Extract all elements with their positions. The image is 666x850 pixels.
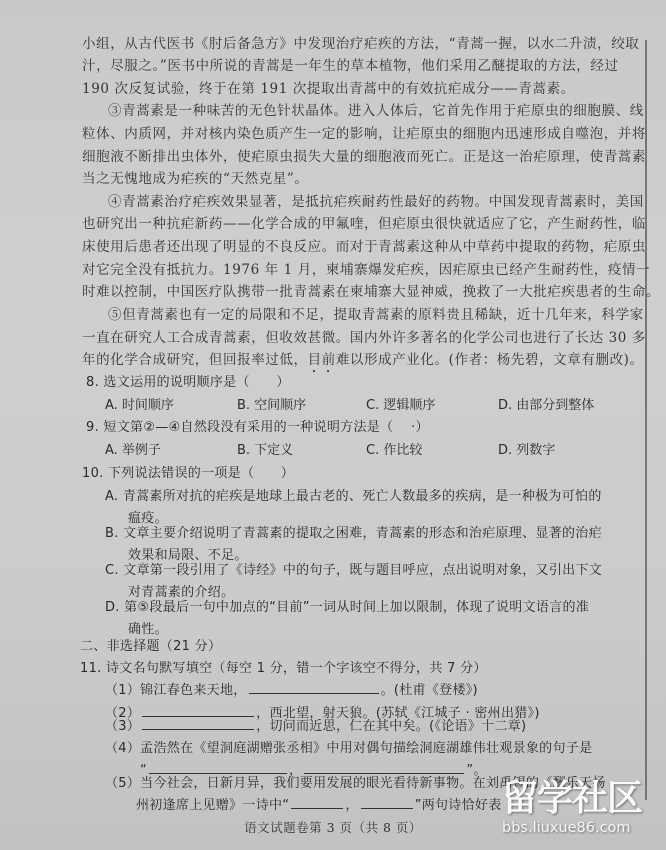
q11-item-5-text: 州初逢席上见赠》一诗中“ xyxy=(136,798,290,813)
q9-option-c[interactable]: C. 作比较 xyxy=(366,443,423,458)
q11-item-2-label: （2） xyxy=(105,706,141,721)
q11-item-5-blank-2[interactable] xyxy=(361,796,413,809)
q11-item-3-blank[interactable] xyxy=(142,717,254,730)
q10-option-a-line2[interactable]: 瘟疫。 xyxy=(128,511,168,526)
question-9-stem: 9. 短文第②—④自然段没有采用的一种说明方法是（ ·） xyxy=(86,420,429,435)
comma: ， xyxy=(289,763,303,778)
q9-option-a[interactable]: A. 举例子 xyxy=(105,443,161,458)
q11-item-1-blank[interactable] xyxy=(249,681,379,694)
q10-option-a-line1[interactable]: A. 青蒿素所对抗的疟疾是地球上最古老的、死亡人数最多的疾病，是一种极为可怕的 xyxy=(105,489,602,504)
q11-item-4-prompt: （4）孟浩然在《望洞庭湖赠张丞相》中用对偶句描绘洞庭湖雄伟壮观景象的句子是 xyxy=(105,741,593,756)
passage-text: 年的化学合成研究，但回报率过低， xyxy=(82,352,308,368)
q11-item-5-blank-1[interactable] xyxy=(291,796,343,809)
q8-option-a[interactable]: A. 时间顺序 xyxy=(105,398,174,413)
question-8-stem: 8. 选文运用的说明顺序是（ ） xyxy=(86,375,290,390)
q8-option-c[interactable]: C. 逻辑顺序 xyxy=(366,398,436,413)
page-footer: 语文试题卷第 3 页（共 8 页） xyxy=(244,820,422,835)
q8-option-b[interactable]: B. 空间顺序 xyxy=(237,398,307,413)
passage-para4-line: ④青蒿素治疗疟疾效果显著，是抵抗疟疾耐药性最好的药物。中国发现青蒿素时，美国 xyxy=(108,194,644,210)
q11-item-1 xyxy=(105,680,478,702)
q9-option-b[interactable]: B. 下定义 xyxy=(237,443,294,458)
passage-para4-line: 对它完全没有抵抗力。1976 年 1 月，柬埔寨爆发疟疾，因疟原虫已经产生耐药性，疫情一 xyxy=(82,262,651,278)
passage-para3-line: 当之无愧地成为疟疾的“天然克星”。 xyxy=(82,171,309,187)
q11-item-3-source: ，切问而近思，仁在其中矣。(《论语》十二章) xyxy=(256,719,527,734)
question-11-stem: 11. 诗文名句默写填空（每空 1 分，错一个字该空不得分，共 7 分） xyxy=(80,661,487,676)
q11-item-1-source: 。(杜甫《登楼》) xyxy=(380,683,478,698)
passage-para4-line: 时难以控制，中国医疗队携带一批青蒿素在柬埔寨大显神威，挽救了一大批疟疾患者的生命。 xyxy=(82,284,661,300)
close-quote: ”。 xyxy=(466,763,487,778)
q11-item-5-prompt: （5）当今社会，日新月异，我们要用发展的眼光看待新事物。在刘禹锡的《酬乐天扬 xyxy=(105,776,606,791)
comma: ， xyxy=(345,798,359,813)
passage-line: 190 次反复试验，终于在第 191 次提取出青蒿中的有效抗疟成分——青蒿素。 xyxy=(82,81,575,97)
passage-line: 汁，尽服之。”医书中所说的青蒿是一年生的草本植物，他们采用乙醚提取的方法，经过 xyxy=(82,58,619,74)
watermark-url: bbs.liuxue86.com xyxy=(502,820,631,836)
passage-para3-line: 粒体、内质网，并对核内染色质产生一定的影响，让疟原虫的细胞内迅速形成自噬泡，并将 xyxy=(82,126,646,142)
q11-item-3-label: （3） xyxy=(105,719,141,734)
q10-option-c-line1[interactable]: C. 文章第一段引用了《诗经》中的句子，既与题目呼应，点出说明对象，又引出下文 xyxy=(105,563,603,578)
q11-item-3-row xyxy=(105,716,526,738)
passage-para4-line: 也研究出一种抗疟新药——化学合成的甲氟喹，但疟原虫很快就适应了它，产生耐药性，临 xyxy=(82,216,646,232)
watermark-logo: 留学社区 xyxy=(502,778,643,819)
passage-text: 难以形成产业化。(作者：杨先碧，文章有删改)。 xyxy=(335,352,644,368)
q8-option-d[interactable]: D. 由部分到整体 xyxy=(498,398,595,413)
passage-line: 小组，从古代医书《肘后备急方》中发现治疗疟疾的方法，“青蒿一握，以水二升渍，绞取 xyxy=(82,36,640,52)
open-quote: “ xyxy=(140,763,148,778)
passage-para5-line: 一直在研究人工合成青蒿素，但收效甚微。国内外许多著名的化学公司也进行了长达 30 多 xyxy=(82,330,646,346)
q10-option-b-line2[interactable]: 效果和局限、不足。 xyxy=(128,548,248,563)
q11-item-1-prompt: （1）锦江春色来天地， xyxy=(105,683,247,698)
q11-item-2-source: ，西北望，射天狼。(苏轼《江城子 · 密州出猎》) xyxy=(256,706,540,721)
section-2-heading: 二、非选择题（21 分） xyxy=(80,639,222,654)
q10-option-b-line1[interactable]: B. 文章主要介绍说明了青蒿素的提取之困难，青蒿素的形态和治疟原理、显著的治疟 xyxy=(105,526,602,541)
q10-option-c-line2[interactable]: 对青蒿素的介绍。 xyxy=(128,585,235,600)
watermark xyxy=(502,780,662,850)
passage-para4-line: 床使用后患者还出现了明显的不良反应。而对于青蒿素这种从中草药中提取的药物，疟原虫 xyxy=(82,239,646,255)
q11-item-5-text-end: ”两句诗恰好表 xyxy=(414,798,502,813)
question-10-stem: 10. 下列说法错误的一项是（ ） xyxy=(82,466,295,481)
passage-para3-line: ③青蒿素是一种味苦的无色针状晶体。进入人体后，它首先作用于疟原虫的细胞膜、线 xyxy=(108,103,644,119)
q10-option-d-line2[interactable]: 确性。 xyxy=(128,622,168,637)
emphasized-word: 目前 xyxy=(307,352,336,368)
q10-option-d-line1[interactable]: D. 第⑤段最后一句中加点的“目前”一词从时间上加以限制，体现了说明文语言的准 xyxy=(105,600,590,615)
q9-option-d[interactable]: D. 列数字 xyxy=(498,443,556,458)
passage-para5-line: ⑤但青蒿素也有一定的局限和不足，提取青蒿素的原料贵且稀缺，近十几年来，科学家 xyxy=(108,307,644,323)
passage-para3-line: 细胞液不断排出虫体外，使疟原虫损失大量的细胞液而死亡。正是这一治疟原理，使青蒿素 xyxy=(82,149,646,165)
q11-item-5-answer xyxy=(136,795,502,817)
